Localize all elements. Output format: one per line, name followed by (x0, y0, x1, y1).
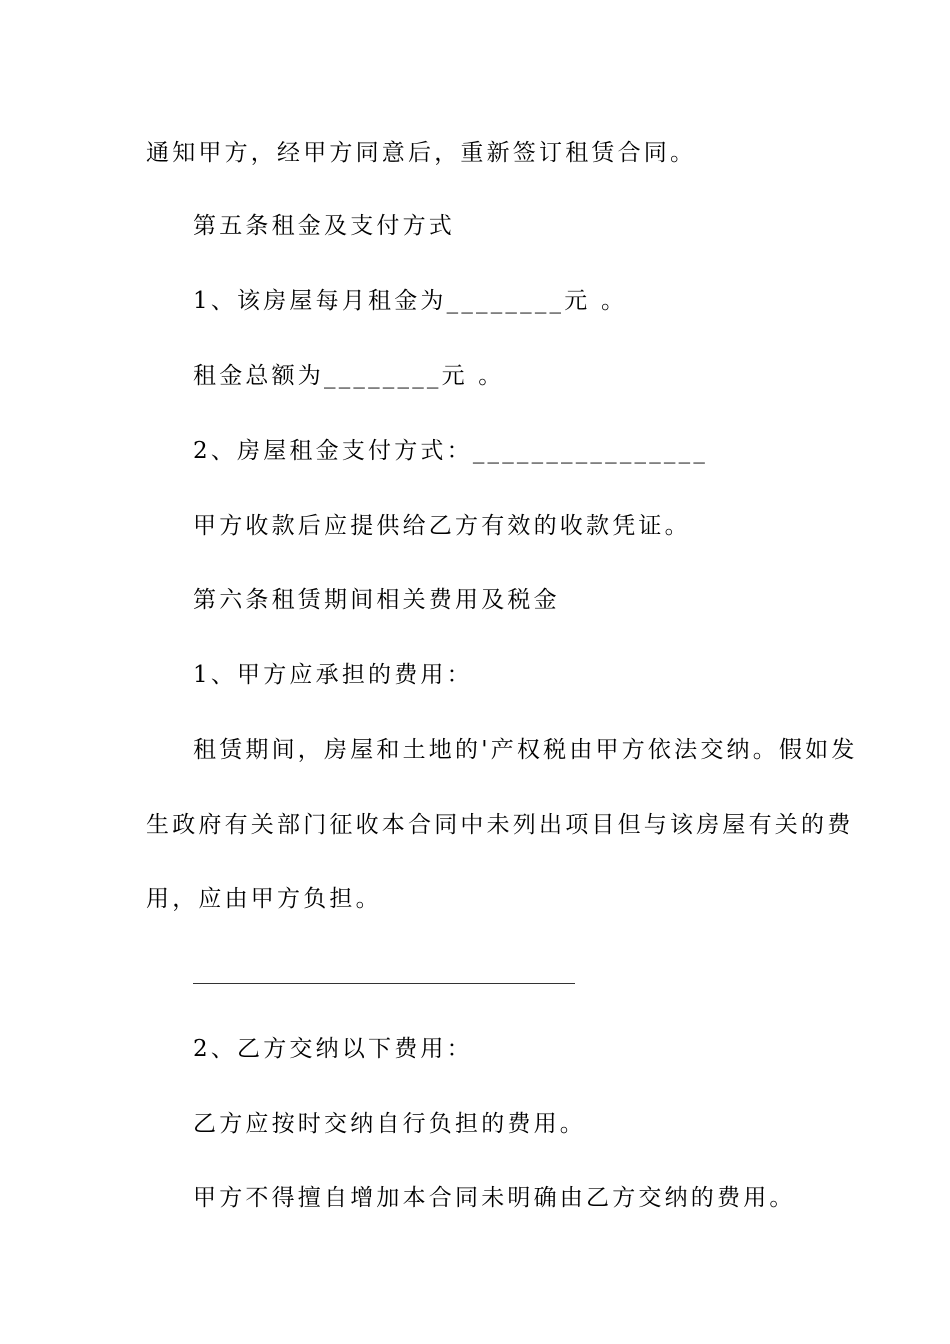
paragraph-line: 租金总额为________元 。 (193, 363, 505, 389)
paragraph-line: 用，应由甲方负担。 (146, 886, 382, 912)
paragraph-line: 甲方不得擅自增加本合同未明确由乙方交纳的费用。 (193, 1185, 796, 1211)
section-heading: 第六条租赁期间相关费用及税金 (193, 587, 560, 613)
paragraph-line: 2、房屋租金支付方式：________________ (193, 438, 709, 464)
paragraph-line: 甲方收款后应提供给乙方有效的收款凭证。 (193, 513, 691, 539)
paragraph-line: 1、甲方应承担的费用： (193, 662, 473, 688)
paragraph-line: 乙方应按时交纳自行负担的费用。 (193, 1111, 586, 1137)
paragraph-line: 1、该房屋每月租金为________元 。 (193, 288, 628, 314)
paragraph-line: 2、乙方交纳以下费用： (193, 1036, 473, 1062)
paragraph-line: 生政府有关部门征收本合同中未列出项目但与该房屋有关的费 (146, 812, 854, 838)
section-heading: 第五条租金及支付方式 (193, 213, 455, 239)
blank-fill-line (193, 983, 575, 984)
paragraph-line: 通知甲方，经甲方同意后，重新签订租赁合同。 (146, 140, 697, 166)
paragraph-line: 租赁期间，房屋和土地的'产权税由甲方依法交纳。假如发 (193, 737, 858, 763)
